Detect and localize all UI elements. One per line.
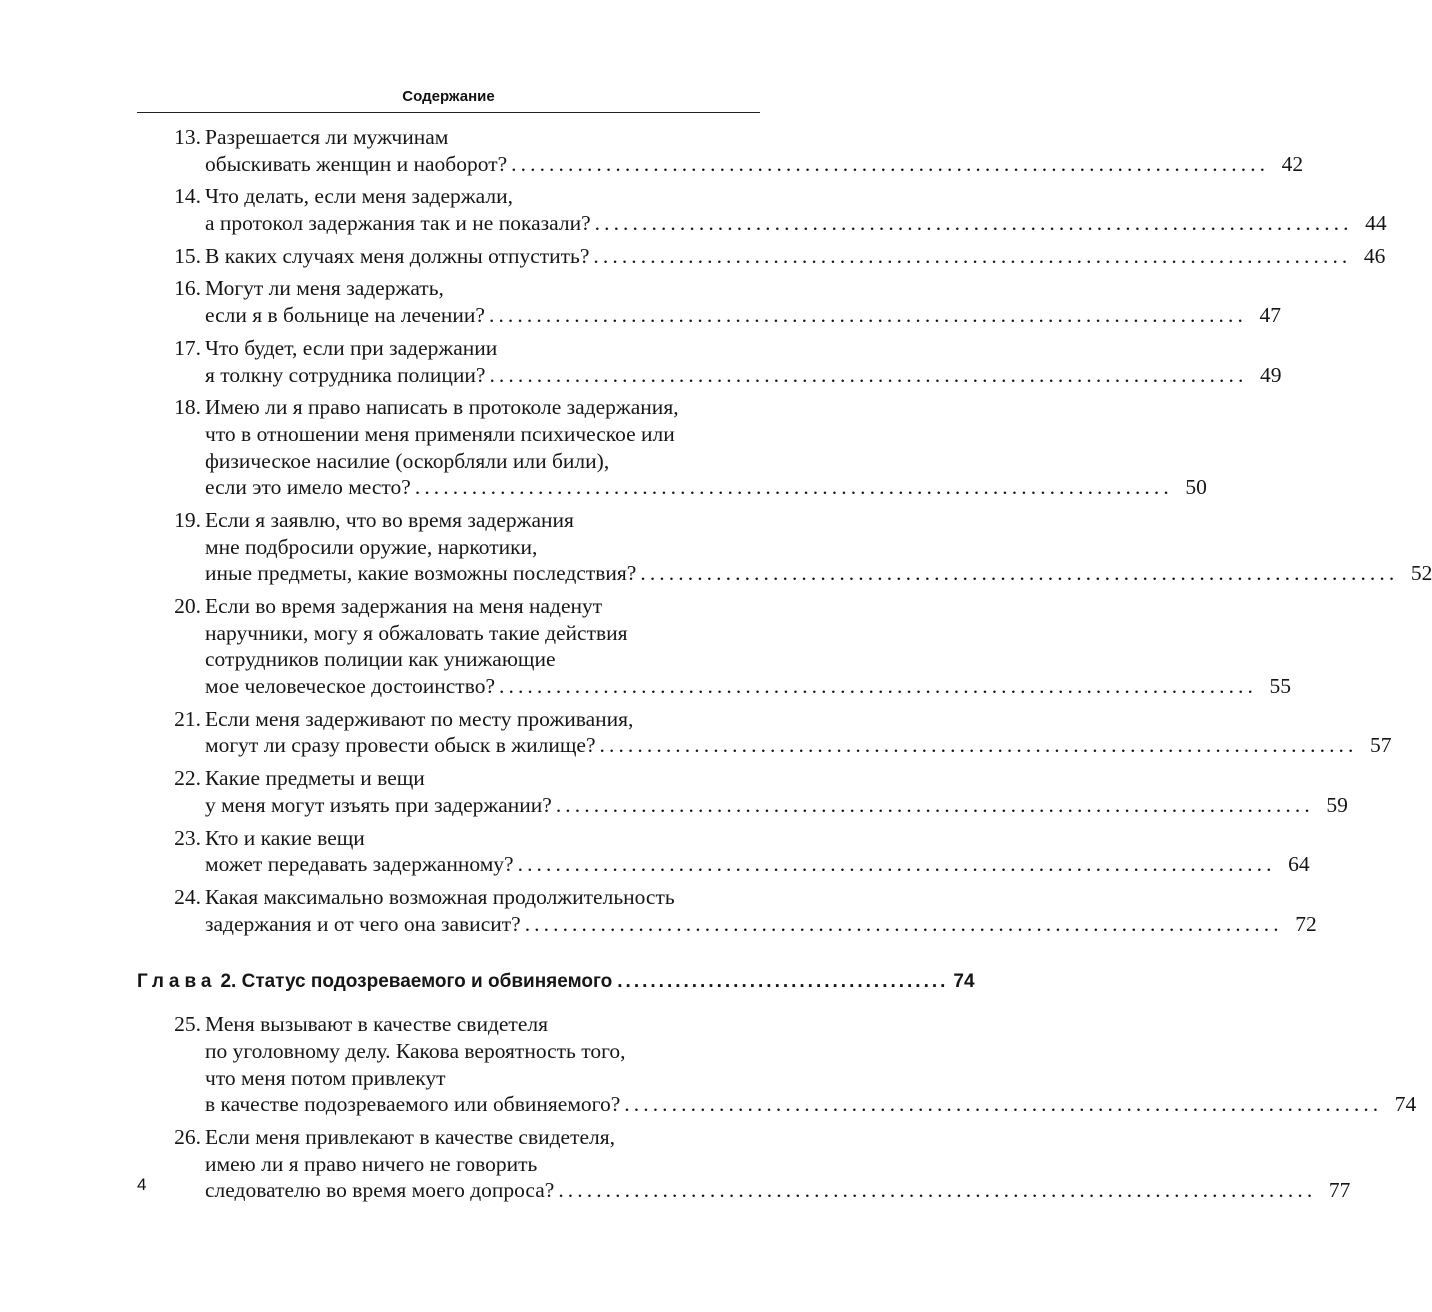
entry-number: 22. <box>174 766 201 791</box>
entry-line: может передавать задержанному? <box>205 852 514 877</box>
toc-entry[interactable] <box>137 507 1432 587</box>
entry-page: 74 <box>1394 1092 1417 1117</box>
entry-line: задержания и от чего она зависит? <box>205 911 521 936</box>
chapter-title: 2. Статус подозреваемого и обвиняемого <box>220 971 613 993</box>
entry-line: что меня потом привлекут <box>205 1065 446 1090</box>
entry-line: Разрешается ли мужчинам <box>205 125 449 149</box>
chapter-word: Глава <box>137 971 217 993</box>
entry-body <box>205 593 1291 700</box>
entry-line: наручники, могу я обжаловать такие действия <box>205 620 628 645</box>
entry-page: 59 <box>1326 792 1348 817</box>
page-number: 4 <box>137 1175 147 1194</box>
toc-entry[interactable] <box>137 1011 1417 1118</box>
entry-last-line <box>205 151 1304 178</box>
toc-entry[interactable] <box>137 183 1387 236</box>
toc-entry[interactable] <box>137 765 1348 818</box>
entry-line: Что делать, если меня задержали, <box>205 184 513 209</box>
entry-line: Меня вызывают в качестве свидетеля <box>205 1012 548 1037</box>
entry-line: могут ли сразу провести обыск в жилище? <box>205 733 596 758</box>
entry-last-line <box>205 243 1386 270</box>
entry-number: 17. <box>174 335 201 360</box>
entry-line: если я в больнице на лечении? <box>205 303 485 328</box>
entry-number: 16. <box>174 276 201 301</box>
entry-body <box>205 335 1282 388</box>
toc-entry[interactable] <box>137 243 1386 270</box>
entry-line: в качестве подозреваемого или обвиняемого? <box>205 1092 621 1117</box>
entry-line: Если я заявлю, что во время задержания <box>205 507 574 532</box>
entry-line: Какая максимально возможная продолжительность <box>205 884 675 909</box>
toc-entry[interactable] <box>137 335 1282 388</box>
leader-dots: ................................................................................ <box>511 151 1270 176</box>
entry-line: у меня могут изъять при задержании? <box>205 792 552 817</box>
entry-line: Если меня привлекают в качестве свидетеля, <box>205 1125 616 1149</box>
entry-number: 14. <box>174 184 201 209</box>
entry-last-line <box>205 792 1348 819</box>
entry-page: 46 <box>1363 243 1386 268</box>
entry-number: 20. <box>174 594 201 618</box>
leader-dots: ................................................................................ <box>489 362 1248 387</box>
entry-page: 72 <box>1295 911 1317 936</box>
entry-body <box>205 765 1348 818</box>
leader-dots: ................................................................................ <box>599 733 1358 758</box>
entry-number: 24. <box>174 884 201 909</box>
entry-line: Имею ли я право написать в протоколе задержания, <box>205 395 679 420</box>
leader-dots: ................................................................................ <box>593 243 1352 268</box>
entry-last-line <box>205 302 1281 329</box>
entry-last-line <box>205 1091 1417 1118</box>
toc-entry[interactable] <box>137 124 1304 177</box>
entry-body <box>205 884 1317 937</box>
leader-dots: ................................................................................ <box>555 792 1314 817</box>
entry-page: 42 <box>1281 151 1304 176</box>
entry-page: 64 <box>1288 852 1310 877</box>
entry-number: 15. <box>174 243 201 268</box>
entry-body <box>205 394 1207 501</box>
entry-line: следователю во время моего допроса? <box>205 1178 555 1203</box>
entry-body <box>205 507 1432 587</box>
entry-body <box>205 1011 1417 1118</box>
header-rule <box>137 112 760 113</box>
leader-dots: ................................................................................ <box>524 911 1283 936</box>
entry-line: Какие предметы и вещи <box>205 766 425 791</box>
entry-line: имею ли я право ничего не говорить <box>205 1151 538 1176</box>
entry-last-line <box>205 210 1387 237</box>
entry-line: мне подбросили оружие, наркотики, <box>205 534 538 559</box>
leader-dots: ................................................................................ <box>499 674 1257 699</box>
leader-dots: ................................................................................ <box>558 1178 1317 1203</box>
entry-line: Могут ли меня задержать, <box>205 276 444 301</box>
entry-line: что в отношении меня применяли психическое или <box>205 421 675 446</box>
entry-page: 77 <box>1328 1178 1351 1203</box>
chapter-heading[interactable] <box>137 967 975 997</box>
toc-entry[interactable] <box>137 884 1317 937</box>
toc-entry[interactable] <box>137 275 1281 328</box>
toc-entries-after <box>137 1011 1417 1204</box>
entry-page: 47 <box>1259 303 1281 328</box>
entry-line: В каких случаях меня должны отпустить? <box>205 243 590 268</box>
leader-dots: ................................................................................ <box>594 211 1353 236</box>
entry-number: 13. <box>174 125 201 149</box>
entry-last-line <box>205 560 1432 587</box>
leader-dots: ................................................................................ <box>517 852 1276 877</box>
toc-entry[interactable] <box>137 825 1310 878</box>
entry-last-line <box>205 474 1207 501</box>
running-header: Содержание <box>402 88 495 105</box>
entry-line: физическое насилие (оскорбляли или били), <box>205 448 610 473</box>
entry-line: Кто и какие вещи <box>205 825 365 850</box>
entry-line: Если меня задерживают по месту проживания, <box>205 706 634 731</box>
chapter-leader-dots: ........................................ <box>617 971 949 993</box>
entry-line: иные предметы, какие возможны последствия? <box>205 561 637 586</box>
entry-number: 23. <box>174 825 201 850</box>
entry-body <box>205 1124 1351 1204</box>
leader-dots: ................................................................................ <box>488 303 1247 328</box>
entry-body <box>205 275 1281 328</box>
entry-line: Если во время задержания на меня наденут <box>205 594 603 618</box>
entry-line: я толкну сотрудника полиции? <box>205 362 486 387</box>
entry-body <box>205 183 1387 236</box>
toc-entry[interactable] <box>137 1124 1351 1204</box>
entry-line: обыскивать женщин и наоборот? <box>205 151 508 176</box>
entry-line: Что будет, если при задержании <box>205 335 498 360</box>
chapter-page: 74 <box>953 971 975 993</box>
leader-dots: ................................................................................ <box>640 561 1399 586</box>
entry-last-line <box>205 673 1291 700</box>
entry-line: мое человеческое достоинство? <box>205 674 495 699</box>
entry-last-line <box>205 362 1282 389</box>
entry-page: 49 <box>1259 362 1282 387</box>
entry-number: 26. <box>174 1125 201 1149</box>
entry-number: 25. <box>174 1012 201 1037</box>
entry-body <box>205 706 1392 759</box>
toc-entries-before <box>137 124 1432 937</box>
toc-entry[interactable] <box>137 394 1207 501</box>
entry-page: 50 <box>1185 475 1207 500</box>
entry-body <box>205 124 1304 177</box>
entry-line: сотрудников полиции как унижающие <box>205 647 556 672</box>
entry-body <box>205 825 1310 878</box>
entry-line: а протокол задержания так и не показали? <box>205 211 591 236</box>
entry-last-line <box>205 1177 1351 1204</box>
entry-last-line <box>205 851 1310 878</box>
entry-number: 21. <box>174 706 201 731</box>
entry-body <box>205 243 1386 270</box>
entry-line: если это имело место? <box>205 475 411 500</box>
entry-page: 44 <box>1365 211 1387 236</box>
leader-dots: ................................................................................ <box>414 475 1173 500</box>
table-of-contents <box>137 124 1432 1210</box>
entry-page: 55 <box>1269 674 1291 699</box>
entry-number: 18. <box>174 395 201 420</box>
entry-page: 52 <box>1410 561 1432 586</box>
entry-page: 57 <box>1370 733 1392 758</box>
entry-last-line <box>205 911 1317 938</box>
leader-dots: ................................................................................ <box>624 1092 1383 1117</box>
entry-last-line <box>205 732 1392 759</box>
entry-line: по уголовному делу. Какова вероятность того, <box>205 1038 626 1063</box>
toc-entry[interactable] <box>137 593 1291 700</box>
toc-entry[interactable] <box>137 706 1392 759</box>
entry-number: 19. <box>174 507 201 532</box>
